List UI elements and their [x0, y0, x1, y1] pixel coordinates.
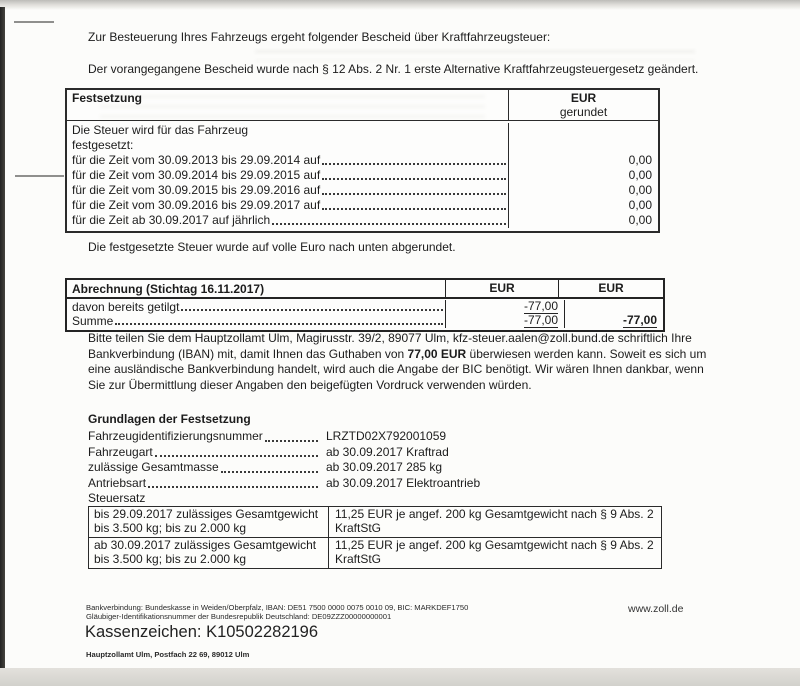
festsetzung-table-body — [67, 121, 658, 231]
row-value: -77,00 — [523, 299, 558, 313]
abrechnung-table-body — [67, 299, 663, 330]
table-row — [67, 168, 658, 183]
item-value: LRZTD02X792001059 — [326, 429, 447, 443]
festsetzung-table — [65, 88, 660, 233]
eur-header-2: EUR — [558, 280, 663, 297]
row-value: 0,00 — [628, 198, 652, 212]
row-label: für die Zeit ab 30.09.2017 auf jährlich — [72, 213, 271, 227]
website-url: www.zoll.de — [628, 603, 684, 615]
fold-mark — [15, 175, 64, 177]
scan-edge-top — [0, 0, 800, 10]
list-item — [88, 445, 648, 461]
table-row — [67, 153, 658, 168]
row-label: für die Zeit vom 30.09.2015 bis 29.09.2016 auf — [72, 183, 321, 197]
row-value: -77,00 — [523, 313, 558, 327]
item-label: zulässige Gesamtmasse — [88, 460, 219, 474]
rate-cell: 11,25 EUR je angef. 200 kg Gesamtgewicht nach § 9 Abs. 2 KraftStG — [335, 538, 654, 566]
abrechnung-table — [65, 278, 665, 332]
row-label: für die Zeit vom 30.09.2014 bis 29.09.2015 auf — [72, 168, 321, 182]
show-through-smudge — [255, 50, 695, 61]
scan-edge-left — [0, 7, 5, 686]
row-label: davon bereits getilgt — [72, 300, 180, 314]
list-item — [88, 460, 648, 476]
eur-header-1: EUR — [445, 280, 558, 297]
list-item — [88, 429, 648, 445]
fold-mark — [14, 21, 54, 23]
paragraph-text: überwiesen werden kann. Soweit es sich um eine ausländische Bankverbindung handelt, wird auch die Angabe der BIC benötigt. Wir wären Ihnen dankbar, wenn Sie zur Übermittlung dieser Angaben den beigefügten Vordruck verwenden würden. — [88, 346, 707, 392]
table-row — [89, 507, 661, 538]
dot-leader — [322, 163, 506, 165]
row-label: Die Steuer wird für das Fahrzeug — [72, 123, 249, 137]
condition-cell: ab 30.09.2017 zulässiges Gesamtgewicht bis 3.500 kg; bis zu 2.000 kg — [89, 538, 329, 568]
grundlagen-list — [88, 429, 648, 507]
row-value: 0,00 — [628, 213, 652, 227]
dot-leader — [155, 455, 318, 457]
item-label: Fahrzeugidentifizierungsnummer — [88, 429, 263, 443]
row-value: 0,00 — [628, 153, 652, 167]
table-row — [89, 538, 661, 568]
eur-rounded-header: EUR gerundet — [559, 91, 608, 119]
festsetzung-table-header — [67, 90, 658, 121]
paragraph-text: Bitte teilen Sie dem Hauptzollamt Ulm, Magirusstr. 39/2, 89077 Ulm, kfz-steuer.aalen@zoll.bund.de schriftlich Ihre Bankverbindung (IBAN) mit, damit Ihnen das Guthaben von — [88, 331, 692, 361]
row-label: Summe — [72, 314, 114, 328]
dot-leader — [322, 208, 506, 210]
dot-leader — [272, 223, 506, 225]
footer-office-address: Hauptzollamt Ulm, Postfach 22 69, 89012 Ulm — [86, 650, 250, 659]
grundlagen-heading: Grundlagen der Festsetzung — [88, 412, 251, 426]
festsetzung-title: Festsetzung — [67, 90, 509, 120]
item-value: ab 30.09.2017 285 kg — [326, 460, 443, 474]
row-total-value: -77,00 — [622, 313, 657, 327]
footer-bank-details: Bankverbindung: Bundeskasse in Weiden/Oberpfalz, IBAN: DE51 7500 0000 0075 0010 09, BIC: MARKDEF1750 — [86, 603, 469, 612]
row-value: 0,00 — [628, 168, 652, 182]
steuersatz-label: Steuersatz — [88, 491, 146, 505]
abrechnung-title: Abrechnung (Stichtag 16.11.2017) — [72, 281, 265, 296]
table-row — [67, 138, 658, 153]
table-row — [67, 183, 658, 198]
table-row — [67, 300, 663, 314]
condition-cell: bis 29.09.2017 zulässiges Gesamtgewicht bis 3.500 kg; bis zu 2.000 kg — [89, 507, 329, 537]
steuersatz-table — [88, 506, 662, 569]
dot-leader — [115, 323, 443, 325]
list-item — [88, 476, 648, 492]
intro-line-2: Der vorangegangene Bescheid wurde nach § 12 Abs. 2 Nr. 1 erste Alternative Kraftfahrzeugsteuergesetz geändert. — [88, 62, 699, 76]
table-row — [67, 198, 658, 213]
kassenzeichen: Kassenzeichen: K10502282196 — [85, 623, 319, 641]
row-label: für die Zeit vom 30.09.2013 bis 29.09.2014 auf — [72, 153, 321, 167]
dot-leader — [322, 193, 506, 195]
intro-line-1: Zur Besteuerung Ihres Fahrzeugs ergeht folgender Bescheid über Kraftfahrzeugsteuer: — [88, 30, 551, 44]
scan-edge-bottom — [0, 668, 800, 686]
dot-leader — [181, 309, 443, 311]
dot-leader — [322, 178, 506, 180]
dot-leader — [221, 471, 318, 473]
bank-info-request-paragraph — [88, 331, 710, 393]
abrechnung-table-header — [67, 280, 663, 299]
item-label: Fahrzeugart — [88, 444, 153, 459]
rounding-note: Die festgesetzte Steuer wurde auf volle Euro nach unten abgerundet. — [88, 240, 456, 254]
footer-creditor-id: Gläubiger-Identifikationsnummer der Bundesrepublik Deutschland: DE09ZZZ00000000001 — [86, 612, 392, 621]
row-value: 0,00 — [628, 183, 652, 197]
item-value: ab 30.09.2017 Elektroantrieb — [326, 475, 481, 490]
table-row — [67, 123, 658, 138]
table-row — [67, 213, 658, 228]
row-label: festgesetzt: — [72, 138, 134, 152]
dot-leader — [148, 486, 318, 488]
refund-amount: 77,00 EUR — [407, 346, 467, 361]
dot-leader — [265, 440, 318, 442]
rate-cell: 11,25 EUR je angef. 200 kg Gesamtgewicht nach § 9 Abs. 2 KraftStG — [335, 507, 654, 535]
table-row — [67, 314, 663, 328]
item-value: ab 30.09.2017 Kraftrad — [326, 444, 449, 459]
item-label: Antriebsart — [88, 475, 147, 490]
row-label: für die Zeit vom 30.09.2016 bis 29.09.2017 auf — [72, 198, 321, 212]
